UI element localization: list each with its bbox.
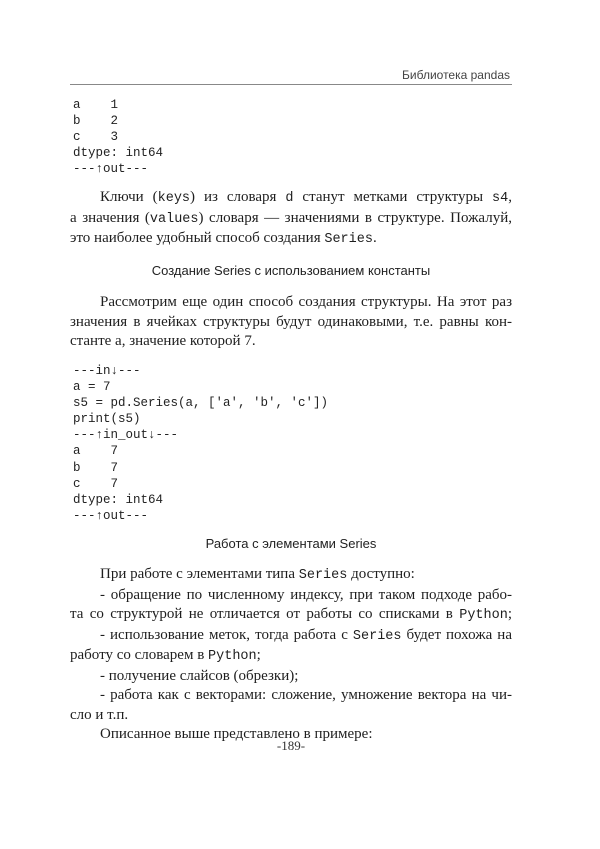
text-line: - получение слайсов (обрезки); <box>100 667 299 684</box>
text-line: Описанное выше представлено в примере: <box>100 726 373 742</box>
text-line: - использование меток, тогда работа с Series будет похожа на <box>100 626 512 644</box>
section-heading-elements: Работа с элементами Series <box>205 536 377 551</box>
code-line: c 7 <box>73 476 119 491</box>
text-line: а значения (values) словаря — значениями в структуре. Пожалуй, <box>70 209 512 227</box>
text-line: Рассмотрим еще один способ создания структуры. На этот раз <box>100 294 512 310</box>
page-number: -189- <box>276 738 306 753</box>
text-line: станте а, значение которой 7. <box>70 333 256 349</box>
paragraph-series-operations <box>70 565 512 745</box>
code-output-block <box>73 97 163 177</box>
text-line: сло и т.п. <box>70 706 129 723</box>
text-line: это наиболее удобный способ создания Series. <box>70 230 377 247</box>
code-line: dtype: int64 <box>73 492 164 507</box>
text-line: Ключи (keys) из словаря d станут метками структуры s4, <box>100 189 512 206</box>
running-header: Библиотека pandas <box>402 68 510 82</box>
code-line: a = 7 <box>73 380 111 395</box>
paragraph-constant <box>70 293 512 352</box>
code-line: ---↑out--- <box>73 162 149 177</box>
header-rule <box>70 84 512 85</box>
code-line: dtype: int64 <box>73 146 164 161</box>
text-line: При работе с элементами типа Series доступно: <box>100 566 415 583</box>
code-line: ---in↓--- <box>73 364 141 378</box>
text-line: - обращение по численному индексу, при таком подходе рабо- <box>100 586 512 603</box>
text-line: значения в ячейках структуры будут одинаковыми, т.е. равны кон- <box>70 313 512 330</box>
code-line: ---↑in_out↓--- <box>73 428 179 443</box>
code-line: ---↑out--- <box>73 508 149 523</box>
code-line: a 1 <box>73 98 119 112</box>
text-line: та со структурой не отличается от работы со списками в Python; <box>70 606 512 623</box>
paragraph-keys-values <box>70 188 512 250</box>
code-line: b 2 <box>73 114 119 129</box>
code-line: c 3 <box>73 130 119 145</box>
text-line: - работа как с векторами: сложение, умножение вектора на чи- <box>100 687 512 703</box>
code-line: s5 = pd.Series(a, ['a', 'b', 'c']) <box>73 396 329 411</box>
code-example-block <box>73 363 328 524</box>
code-line: a 7 <box>73 444 119 459</box>
code-line: b 7 <box>73 460 119 475</box>
code-line: print(s5) <box>73 412 141 427</box>
text-line: работу со словарем в Python; <box>70 647 261 664</box>
section-heading-constant: Создание Series с использованием константы <box>151 263 431 278</box>
